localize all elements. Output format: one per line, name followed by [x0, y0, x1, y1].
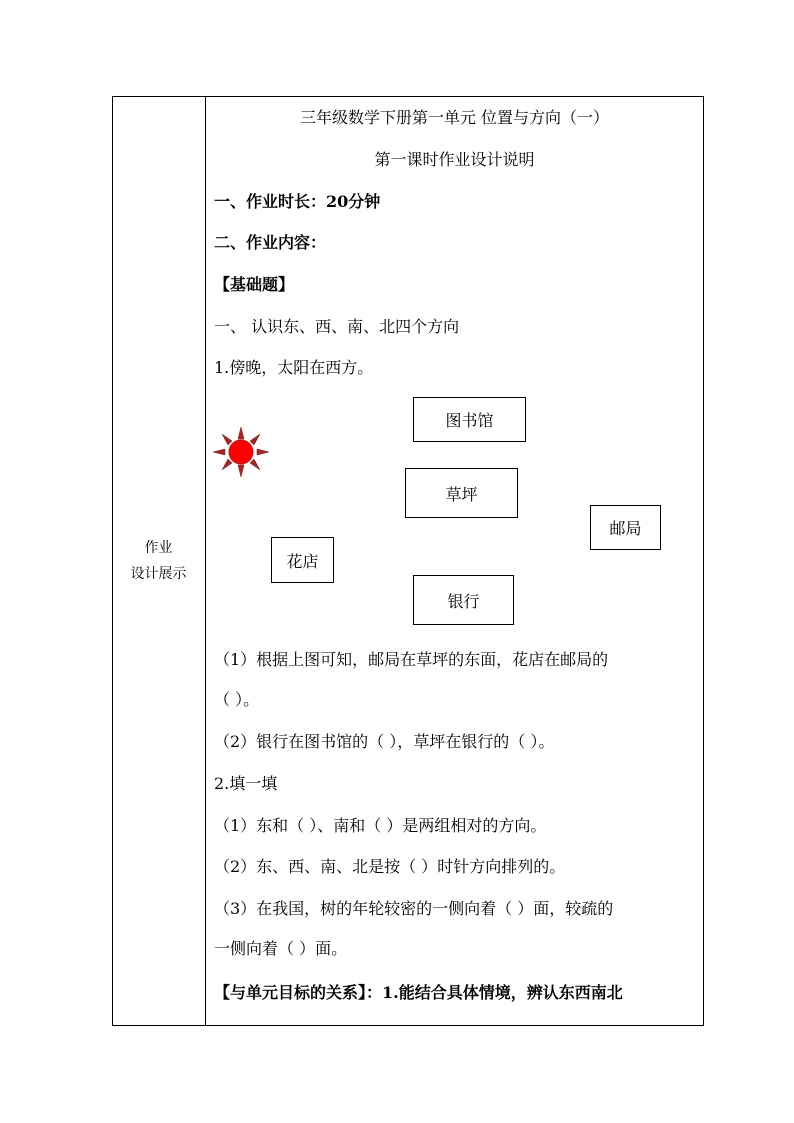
- question-1-2: （2）银行在图书馆的（ ），草坪在银行的（ ）。: [214, 732, 555, 751]
- column-divider: [205, 96, 206, 1026]
- content-heading: 二、作业内容：: [214, 233, 327, 252]
- section-heading: 一、 认识东、西、南、北四个方向: [214, 317, 460, 336]
- map-flower-shop: 花店: [271, 537, 334, 583]
- question-2-3: （3）在我国，树的年轮较密的一侧向着（ ）面，较疏的: [214, 899, 614, 918]
- row-label: [112, 535, 205, 587]
- basic-heading: 【基础题】: [214, 275, 295, 294]
- map-bank: 银行: [413, 575, 514, 625]
- duration-line: 一、作业时长：20分钟: [214, 192, 381, 211]
- question-1-1: （1）根据上图可知，邮局在草坪的东面，花店在邮局的: [214, 650, 609, 669]
- question-1: 1.傍晚，太阳在西方。: [214, 358, 374, 377]
- question-2-3-continued: 一侧向着（ ）面。: [214, 939, 348, 958]
- map-lawn: 草坪: [405, 468, 518, 518]
- sun-icon: [213, 427, 269, 477]
- document-subtitle: 第一课时作业设计说明: [374, 150, 535, 169]
- question-2: 2.填一填: [214, 774, 278, 793]
- document-title: 三年级数学下册第一单元 位置与方向（一）: [299, 108, 610, 127]
- row-label-line2: 设计展示: [130, 566, 187, 582]
- row-label-line1: 作业: [144, 540, 173, 556]
- unit-goal-relation: 【与单元目标的关系】：1.能结合具体情境，辨认东西南北: [214, 983, 623, 1002]
- map-post-office: 邮局: [590, 505, 661, 550]
- question-2-1: （1）东和（ ）、南和（ ）是两组相对的方向。: [214, 816, 547, 835]
- map-library: 图书馆: [413, 397, 526, 442]
- question-1-1-continued: （ ）。: [214, 690, 260, 709]
- question-2-2: （2）东、西、南、北是按（ ）时针方向排列的。: [214, 857, 566, 876]
